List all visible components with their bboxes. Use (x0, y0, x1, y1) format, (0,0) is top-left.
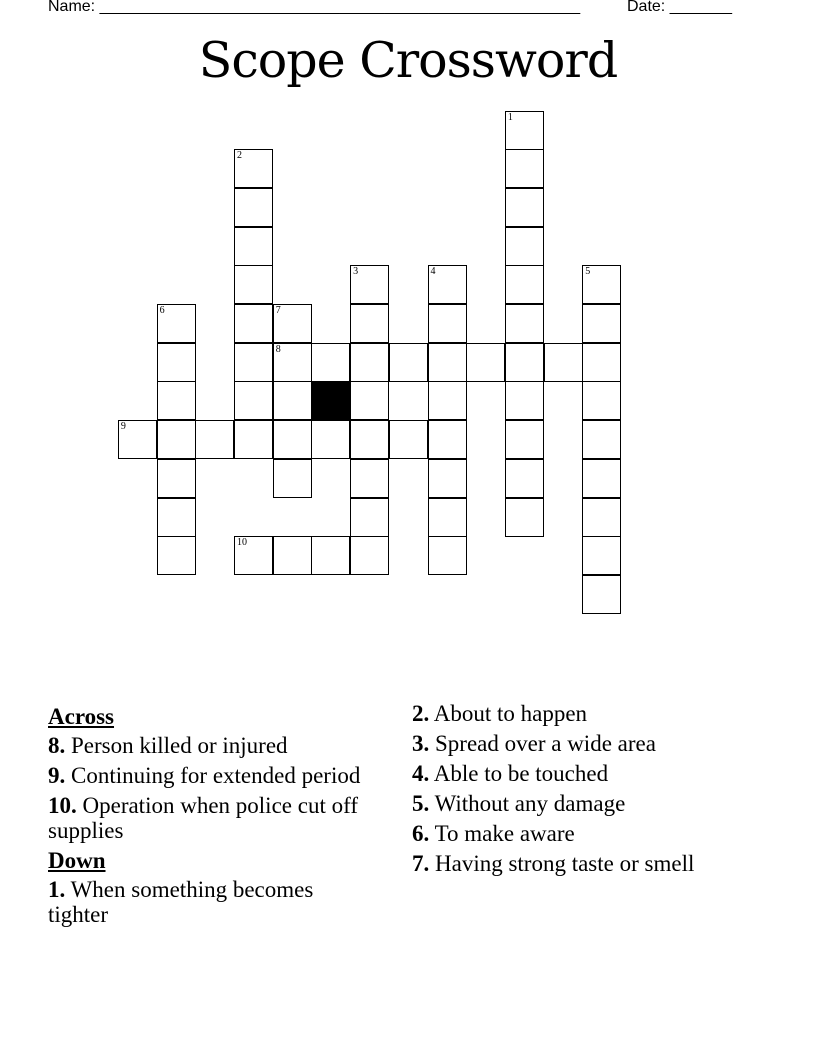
grid-cell[interactable] (505, 343, 544, 382)
clue-number-label: 9 (120, 421, 126, 433)
clue-text: Having strong taste or smell (435, 851, 695, 876)
grid-cell[interactable] (350, 498, 389, 537)
grid-cell[interactable] (544, 343, 583, 382)
grid-cell[interactable] (350, 381, 389, 420)
clue-down-6 (412, 821, 742, 846)
grid-cell[interactable] (505, 265, 544, 304)
clue-text: Continuing for extended period (71, 763, 361, 788)
grid-cell[interactable] (582, 381, 621, 420)
grid-cell[interactable] (234, 343, 273, 382)
grid-cell[interactable] (273, 459, 312, 498)
grid-cell[interactable] (428, 420, 467, 459)
grid-cell[interactable] (350, 304, 389, 343)
clue-text: When something becomes tighter (48, 877, 314, 927)
clue-down-1 (48, 877, 378, 927)
grid-cell[interactable] (428, 536, 467, 575)
grid-cell[interactable] (505, 149, 544, 188)
clue-text: Operation when police cut off supplies (48, 793, 358, 843)
grid-cell[interactable] (428, 265, 467, 304)
name-field-label: Name: ______________________________________________________ (48, 0, 581, 15)
grid-cell[interactable] (311, 536, 350, 575)
clue-text: Spread over a wide area (435, 731, 656, 756)
clue-number: 1. (48, 877, 66, 902)
grid-cell[interactable] (273, 381, 312, 420)
grid-cell[interactable] (428, 381, 467, 420)
clue-text: Without any damage (434, 791, 626, 816)
clue-down-4 (412, 761, 742, 786)
grid-cell[interactable] (350, 420, 389, 459)
grid-cell[interactable] (350, 265, 389, 304)
clue-number: 10. (48, 793, 77, 818)
clue-number: 9. (48, 763, 66, 788)
clue-number: 3. (412, 731, 430, 756)
clue-text: About to happen (433, 701, 588, 726)
grid-cell[interactable] (157, 381, 196, 420)
grid-cell[interactable] (157, 343, 196, 382)
grid-cell[interactable] (273, 420, 312, 459)
grid-cell[interactable] (311, 343, 350, 382)
grid-cell[interactable] (273, 304, 312, 343)
grid-cell[interactable] (157, 498, 196, 537)
clue-number-label: 2 (237, 150, 242, 162)
grid-cell[interactable] (505, 227, 544, 266)
grid-cell[interactable] (582, 343, 621, 382)
grid-cell[interactable] (505, 498, 544, 537)
grid-cell[interactable] (505, 381, 544, 420)
down-heading: Down (48, 848, 106, 873)
grid-cell[interactable] (273, 536, 312, 575)
clue-number: 7. (412, 851, 430, 876)
clue-number-label: 10 (237, 537, 247, 549)
grid-cell[interactable] (505, 420, 544, 459)
blocked-cell (311, 381, 350, 420)
clue-number-label: 3 (353, 266, 359, 278)
clue-text: Able to be touched (433, 761, 609, 786)
page-title: Scope Crossword (198, 32, 618, 89)
clue-text: To make aware (434, 821, 575, 846)
grid-cell[interactable] (157, 304, 196, 343)
clue-number: 5. (412, 791, 430, 816)
grid-cell[interactable] (582, 304, 621, 343)
clue-number-label: 5 (585, 266, 591, 278)
grid-cell[interactable] (582, 575, 621, 614)
grid-cell[interactable] (157, 420, 196, 459)
grid-cell[interactable] (505, 459, 544, 498)
grid-cell[interactable] (195, 420, 234, 459)
clue-number: 8. (48, 733, 66, 758)
grid-cell[interactable] (350, 536, 389, 575)
grid-cell[interactable] (234, 227, 273, 266)
grid-cell[interactable] (157, 536, 196, 575)
clue-number-label: 1 (507, 111, 513, 123)
clue-down-5 (412, 791, 742, 816)
grid-cell[interactable] (582, 265, 621, 304)
grid-cell[interactable] (234, 420, 273, 459)
clue-number-label: 8 (275, 343, 281, 355)
grid-cell[interactable] (428, 343, 467, 382)
clue-number: 6. (412, 821, 430, 846)
clue-text: Person killed or injured (71, 733, 288, 758)
grid-cell[interactable] (157, 459, 196, 498)
clue-across-10 (48, 793, 378, 843)
grid-cell[interactable] (273, 343, 312, 382)
clues-right-column (412, 701, 742, 881)
grid-cell[interactable] (234, 265, 273, 304)
clue-number-label: 7 (275, 305, 281, 316)
date-field-label: Date: _______ (627, 0, 732, 15)
clue-number: 2. (412, 701, 430, 726)
grid-cell[interactable] (234, 304, 273, 343)
grid-cell[interactable] (234, 149, 273, 188)
grid-cell[interactable] (505, 188, 544, 227)
clue-across-9 (48, 763, 378, 788)
clue-number-label: 4 (430, 266, 436, 278)
grid-cell[interactable] (428, 459, 467, 498)
grid-cell[interactable] (389, 420, 428, 459)
grid-cell[interactable] (505, 304, 544, 343)
grid-cell[interactable] (582, 459, 621, 498)
grid-cell[interactable] (428, 304, 467, 343)
clue-number: 4. (412, 761, 430, 786)
clues-left-column (48, 701, 378, 932)
clue-number-label: 6 (159, 305, 165, 316)
grid-cell[interactable] (118, 420, 157, 459)
grid-cell[interactable] (466, 343, 505, 382)
grid-cell[interactable] (582, 420, 621, 459)
grid-cell[interactable] (234, 536, 273, 575)
grid-cell[interactable] (234, 381, 273, 420)
grid-cell[interactable] (350, 459, 389, 498)
grid-cell[interactable] (350, 343, 389, 382)
grid-cell[interactable] (234, 188, 273, 227)
grid-cell[interactable] (582, 536, 621, 575)
grid-cell[interactable] (311, 420, 350, 459)
across-heading: Across (48, 704, 115, 729)
grid-cell[interactable] (389, 343, 428, 382)
clue-across-8 (48, 733, 378, 758)
grid-cell[interactable] (505, 111, 544, 150)
grid-cell[interactable] (582, 498, 621, 537)
clue-down-3 (412, 731, 742, 756)
clue-down-2 (412, 701, 742, 726)
clue-down-7 (412, 851, 742, 876)
grid-cell[interactable] (428, 498, 467, 537)
